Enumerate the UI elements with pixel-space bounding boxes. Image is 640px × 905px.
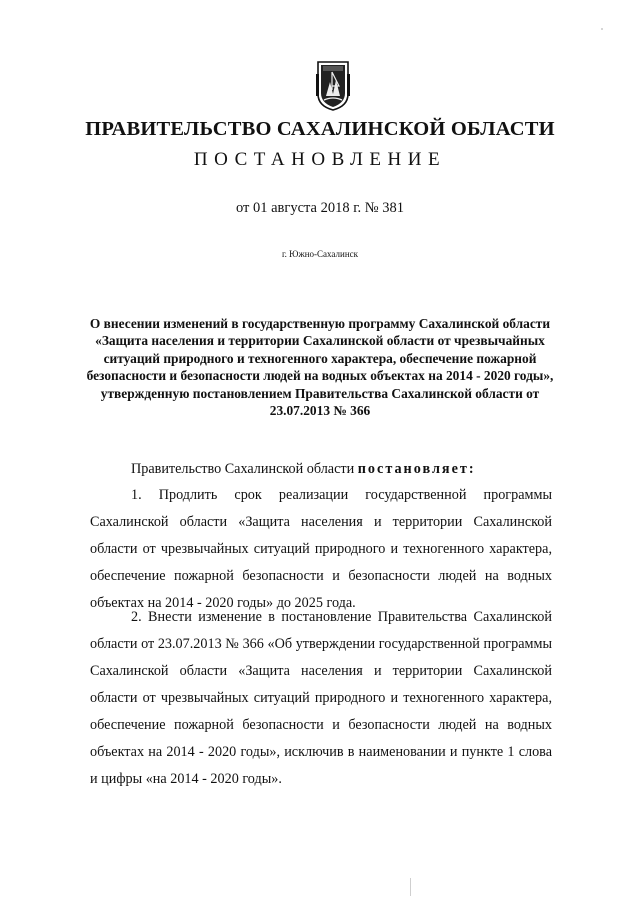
coat-of-arms-emblem	[316, 60, 350, 112]
city-name: г. Южно-Сахалинск	[281, 249, 358, 259]
preamble-keyword: постановляет:	[357, 461, 476, 477]
document-type: ПОСТАНОВЛЕНИЕ	[193, 149, 447, 170]
date-and-number: от 01 августа 2018 г. № 381	[235, 200, 405, 216]
paragraph-1: 1. Продлить срок реализации государственной программы Сахалинской области «Защита населения и территории Сахалинской области от чрезвычайных ситуаций природного и техногенного характера, обеспечение пожарной безопасности и безопасности людей на водных объектах на 2014 - 2020 годы» до 2025 года.	[90, 487, 552, 611]
document-subject: О внесении изменений в государственную программу Сахалинской области «Защита населения и территории Сахалинской области от чрезвычайных ситуаций природного и техногенного характера, обеспечение пожарной безопасности и безопасности людей на водных объектах на 2014 - 2020 годы», утвержденную постановлением Правительства Сахалинской области от 23.07.2013 № 366	[86, 316, 554, 419]
paragraph-2: 2. Внести изменение в постановление Правительства Сахалинской области от 23.07.2013 № 366 «Об утверждении государственной программы Сахалинской области «Защита населения и территории Сахалинской области от чрезвычайных ситуаций природного и техногенного характера, обеспечение пожарной безопасности и безопасности людей на водных объектах на 2014 - 2020 годы», исключив в наименовании и пункте 1 слова и цифры «на 2014 - 2020 годы».	[90, 609, 552, 787]
preamble-text: Правительство Сахалинской области	[131, 461, 358, 477]
scan-dot	[601, 28, 603, 30]
scan-mark	[410, 878, 411, 896]
organization-title: ПРАВИТЕЛЬСТВО САХАЛИНСКОЙ ОБЛАСТИ	[85, 118, 555, 140]
preamble	[131, 461, 476, 478]
